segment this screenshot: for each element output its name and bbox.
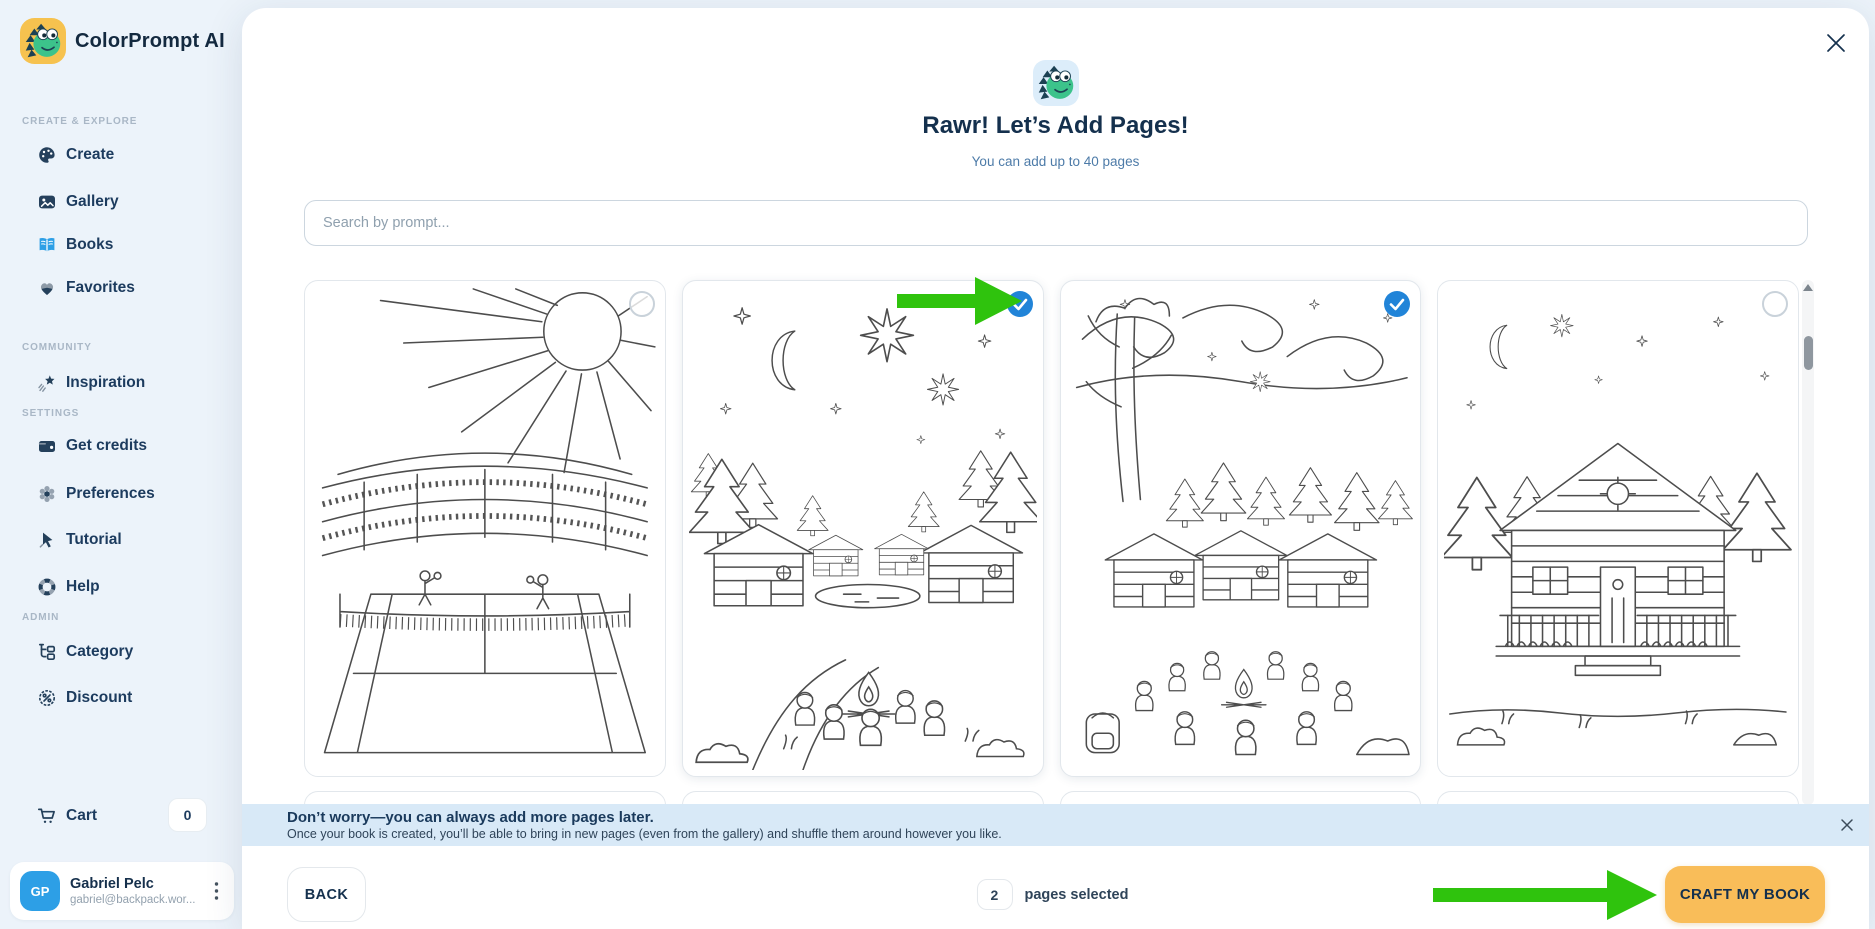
- scrollbar-thumb[interactable]: [1804, 336, 1813, 370]
- image-icon: [37, 192, 57, 212]
- sidebar-item-label: Get credits: [66, 437, 147, 454]
- page-card-night-cabin[interactable]: [1437, 280, 1799, 777]
- sidebar-item-favorites[interactable]: [0, 272, 242, 304]
- sidebar-item-books[interactable]: [0, 229, 242, 261]
- sidebar-item-label: Preferences: [66, 485, 155, 502]
- sidebar-item-label: Tutorial: [66, 531, 122, 548]
- sidebar-item-preferences[interactable]: [0, 478, 242, 510]
- notice-title: Don’t worry—you can always add more pages later.: [287, 809, 654, 826]
- brand-logo[interactable]: [20, 17, 225, 65]
- cart-label: Cart: [66, 807, 98, 824]
- selected-count-badge: 2: [976, 879, 1012, 910]
- palette-icon: [37, 145, 57, 165]
- coloring-art-tennis-stadium: [311, 287, 659, 770]
- sidebar-item-gallery[interactable]: [0, 186, 242, 218]
- page-select-checkbox[interactable]: [1762, 291, 1788, 317]
- sidebar-item-label: Gallery: [66, 193, 119, 210]
- grid-scrollbar[interactable]: [1802, 280, 1814, 805]
- sidebar-item-label: Category: [66, 643, 134, 660]
- page-grid: [304, 280, 1799, 777]
- profile-name: Gabriel Pelc: [70, 876, 154, 892]
- sidebar-item-category[interactable]: [0, 636, 242, 668]
- notice-close-button[interactable]: [1837, 816, 1857, 836]
- modal-close-button[interactable]: [1818, 26, 1854, 62]
- sidebar-item-cart[interactable]: [0, 800, 242, 832]
- brand-name: ColorPrompt AI: [75, 29, 225, 52]
- profile-card[interactable]: [10, 862, 234, 920]
- add-pages-modal: [242, 8, 1869, 929]
- coloring-art-night-campfire: [689, 287, 1037, 770]
- notice-body: Once your book is created, you’ll be able to bring in new pages (even from the gallery) and shuffle them around however you like.: [287, 827, 1002, 841]
- coloring-art-night-cabin: [1444, 287, 1792, 770]
- scrollbar-up-arrow[interactable]: [1803, 284, 1813, 291]
- avatar: GP: [20, 871, 60, 911]
- section-create-explore: CREATE & EXPLORE: [22, 116, 138, 127]
- life-ring-icon: [37, 577, 57, 597]
- profile-menu-button[interactable]: [208, 880, 224, 902]
- craft-my-book-button[interactable]: CRAFT MY BOOK: [1665, 866, 1825, 923]
- section-settings: SETTINGS: [22, 408, 80, 419]
- modal-subtitle: You can add up to 40 pages: [971, 154, 1140, 169]
- section-admin: ADMIN: [22, 612, 60, 623]
- sidebar-item-label: Books: [66, 236, 114, 253]
- notice-banner: [242, 804, 1869, 846]
- sidebar-item-get-credits[interactable]: [0, 430, 242, 462]
- cursor-icon: [37, 530, 57, 550]
- dino-mascot-icon: [1033, 60, 1079, 111]
- profile-email: gabriel@backpack.wor...: [70, 894, 196, 906]
- modal-title: Rawr! Let’s Add Pages!: [922, 112, 1189, 139]
- back-button[interactable]: BACK: [287, 867, 366, 922]
- coloring-art-swirly-campfire: [1067, 287, 1415, 770]
- sidebar: [0, 0, 242, 929]
- sidebar-item-label: Help: [66, 578, 100, 595]
- search-input[interactable]: [304, 200, 1808, 246]
- heart-icon: [37, 278, 57, 298]
- discount-badge-icon: [37, 688, 57, 708]
- selected-count-label: pages selected: [1024, 886, 1129, 903]
- page-select-checkbox[interactable]: [629, 291, 655, 317]
- sidebar-item-label: Create: [66, 146, 115, 163]
- cart-icon: [37, 806, 57, 826]
- page-card-swirly-campfire[interactable]: [1060, 280, 1422, 777]
- page-card-night-campfire[interactable]: [682, 280, 1044, 777]
- sidebar-item-tutorial[interactable]: [0, 524, 242, 556]
- modal-footer: [242, 846, 1869, 929]
- sidebar-item-help[interactable]: [0, 571, 242, 603]
- section-community: COMMUNITY: [22, 342, 92, 353]
- dino-mascot-icon: [20, 18, 66, 64]
- shooting-star-icon: [37, 373, 57, 393]
- page-card-tennis-stadium[interactable]: [304, 280, 666, 777]
- flower-icon: [37, 484, 57, 504]
- wallet-icon: [37, 436, 57, 456]
- open-book-icon: [37, 235, 57, 255]
- sidebar-item-label: Discount: [66, 689, 133, 706]
- sidebar-item-label: Inspiration: [66, 374, 146, 391]
- page-selected-checkmark-icon[interactable]: [1007, 291, 1033, 317]
- page-selected-checkmark-icon[interactable]: [1384, 291, 1410, 317]
- sidebar-item-label: Favorites: [66, 279, 135, 296]
- sidebar-item-inspiration[interactable]: [0, 367, 242, 399]
- cart-count-badge: 0: [168, 798, 207, 832]
- sidebar-item-create[interactable]: [0, 139, 242, 171]
- category-tree-icon: [37, 642, 57, 662]
- sidebar-item-discount[interactable]: [0, 682, 242, 714]
- selection-summary: [976, 867, 1128, 922]
